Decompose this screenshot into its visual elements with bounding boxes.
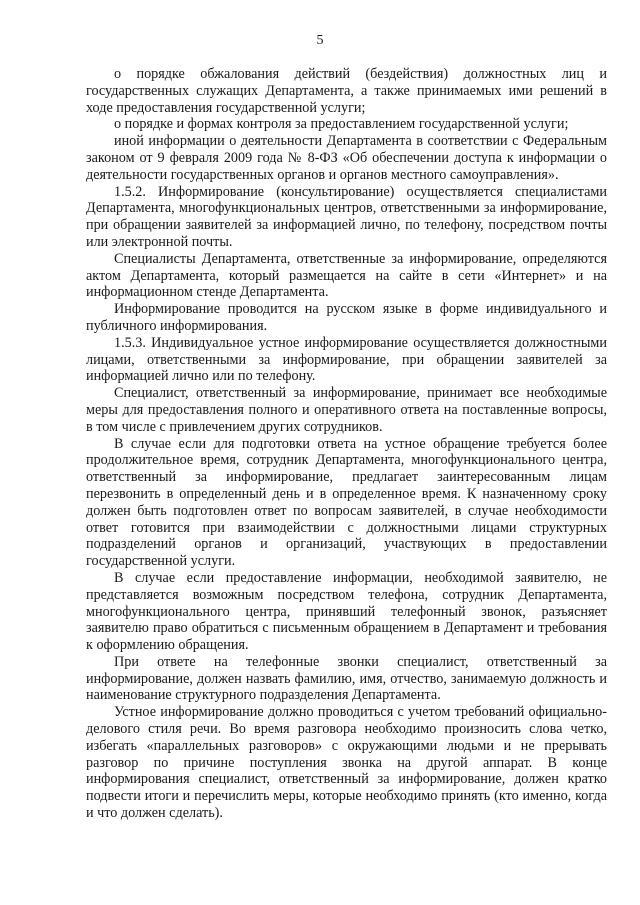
paragraph-appeal-procedure: о порядке обжалования действий (бездействия) должностных лиц и государственных служащих Департамента, а также принимаемых ими решений в ходе предоставления государственной услуги; [86, 66, 607, 116]
paragraph-1-5-3: 1.5.3. Индивидуальное устное информирование осуществляется должностными лицами, ответственными за информирование, при обращении заявителей за информацией лично или по телефону. [86, 334, 607, 385]
paragraph-specialist-measures: Специалист, ответственный за информирование, принимает все необходимые меры для предоставления полного и оперативного ответа на поставленные вопросы, в том числе с привлечением других сотрудников. [86, 385, 607, 435]
page-number: 5 [316, 33, 324, 48]
paragraph-oral-style: Устное информирование должно проводиться с учетом требований официально-делового стиля речи. Во время разговора необходимо произносить слова четко, избегать «параллельных разговоров» с окружающими людьми и не прерывать разговор по причине поступления звонка на другой аппарат. В конце информирования специалист, ответственный за информирование, должен кратко подвести итоги и перечислить меры, которые необходимо принять (кто именно, когда и что должен сделать). [86, 704, 607, 822]
paragraph-phone-impossible: В случае если предоставление информации, необходимой заявителю, не представляется возможным посредством телефона, сотрудник Департамента, многофункционального центра, принявший телефонный звонок, разъясняет заявителю право обратиться с письменным обращением в Департамент и требования к оформлению обращения. [86, 569, 607, 654]
paragraph-phone-calls: При ответе на телефонные звонки специалист, ответственный за информирование, должен назвать фамилию, имя, отчество, занимаемую должность и наименование структурного подразделения Департамента. [86, 653, 607, 704]
paragraph-longer-time: В случае если для подготовки ответа на устное обращение требуется более продолжительное время, сотрудник Департамента, многофункционального центра, ответственный за информирование, предлагает заинтересованным лицам перезвонить в определенный день и в определенное время. К назначенному сроку должен быть подготовлен ответ по вопросам заявителей, в случае необходимости ответ готовится при взаимодействии с должностными лицами структурных подразделений органов и организаций, участвующих в предоставлении государственной услуги. [86, 435, 607, 570]
paragraph-1-5-2: 1.5.2. Информирование (консультирование) осуществляется специалистами Департамента, многофункциональных центров, ответственными за информирование, при обращении заявителей за информацией лично, по телефону, посредством почты или электронной почты. [86, 183, 607, 250]
paragraph-language: Информирование проводится на русском языке в форме индивидуального и публичного информирования. [86, 301, 607, 334]
paragraph-specialists: Специалисты Департамента, ответственные за информирование, определяются актом Департамента, который размещается на сайте в сети «Интернет» и на информационном стенде Департамента. [86, 250, 607, 301]
paragraph-other-information: иной информации о деятельности Департамента в соответствии с Федеральным законом от 9 февраля 2009 года № 8-ФЗ «Об обеспечении доступа к информации о деятельности государственных органов и органов местного самоуправления». [86, 133, 607, 183]
paragraph-control-forms: о порядке и формах контроля за предоставлением государственной услуги; [114, 116, 569, 133]
document-body [86, 66, 607, 822]
